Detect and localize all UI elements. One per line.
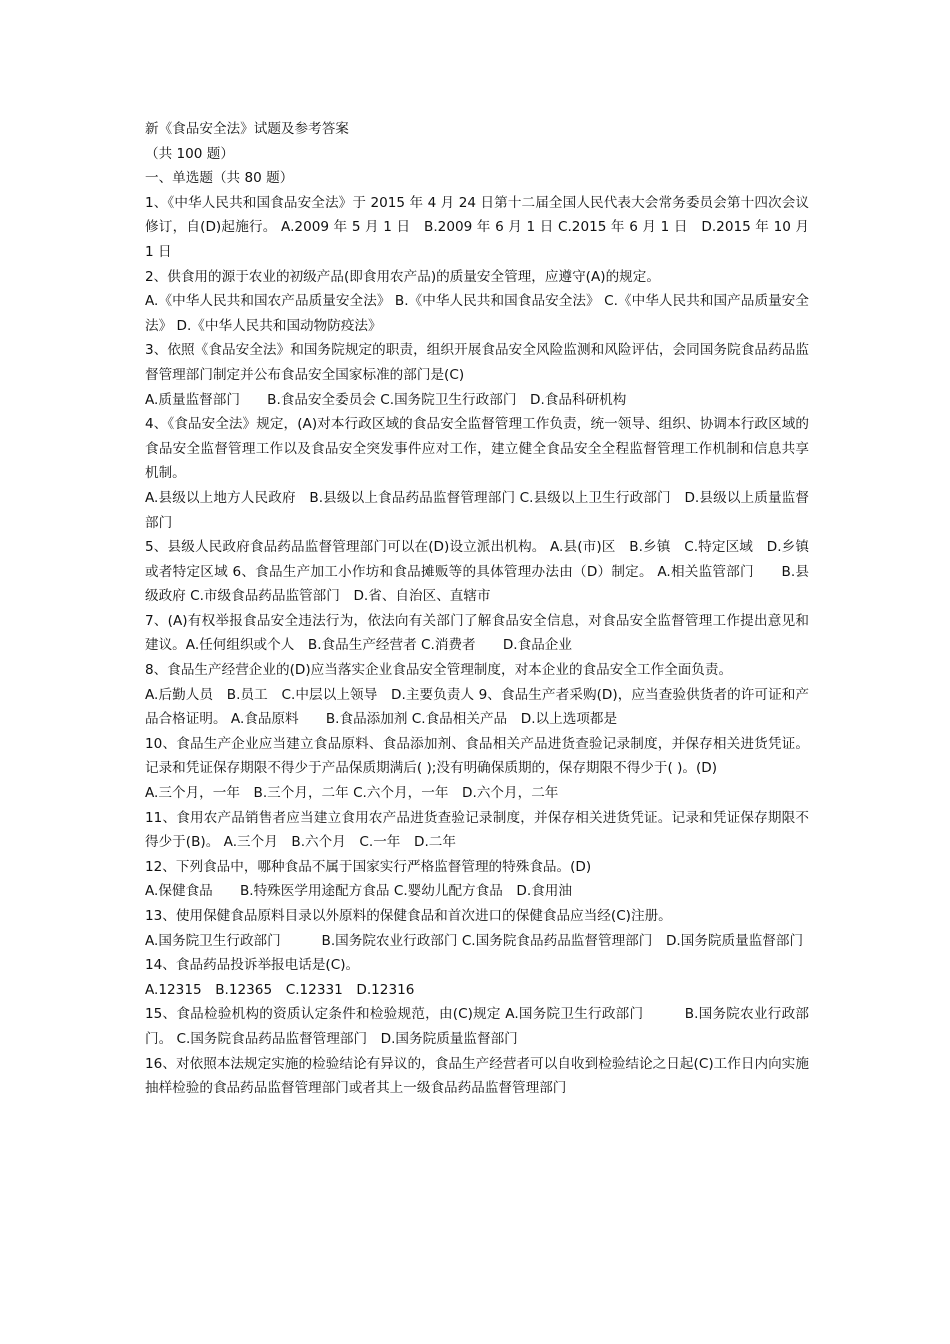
paragraph-q15: 15、食品检验机构的资质认定条件和检验规范，由(C)规定 A.国务院卫生行政部门 B.国务院农业行政部门。 C.国务院食品药品监督管理部门 D.国务院质量监督部门 <box>145 1006 809 1047</box>
paragraph-q14-options: A.12315 B.12365 C.12331 D.12316 <box>145 981 415 998</box>
section-heading: 一、单选题（共 80 题） <box>145 170 294 187</box>
paragraph-q12: 12、下列食品中，哪种食品不属于国家实行严格监督管理的特殊食品。(D) <box>145 858 592 875</box>
paragraph-q1: 1、《中华人民共和国食品安全法》于 2015 年 4 月 24 日第十二届全国人民代表大会常务委员会第十四次会议修订，自(D)起施行。 A.2009 年 5 月 1 日 B.2009 年 6 月 1 日 C.2015 年 6 月 1 日 D.2015 年 10 月 1 日 <box>145 194 809 260</box>
paragraph-q4: 4、《食品安全法》规定，(A)对本行政区域的食品安全监督管理工作负责，统一领导、组织、协调本行政区域的食品安全监督管理工作以及食品安全突发事件应对工作，建立健全食品安全全程监督管理工作机制和信息共享机制。 <box>145 416 809 482</box>
document-body <box>145 117 809 1101</box>
paragraph-q10: 10、食品生产企业应当建立食品原料、食品添加剂、食品相关产品进货查验记录制度，并保存相关进货凭证。 记录和凭证保存期限不得少于产品保质期满后( );没有明确保质期的，保存期限不得少于( )。(D) <box>145 735 809 777</box>
paragraph-q14: 14、食品药品投诉举报电话是(C)。 <box>145 957 360 974</box>
paragraph-q11: 11、食用农产品销售者应当建立食用农产品进货查验记录制度，并保存相关进货凭证。记录和凭证保存期限不得少于(B)。 A.三个月 B.六个月 C.一年 D.二年 <box>145 809 809 851</box>
paragraph-q2-options: A.《中华人民共和国农产品质量安全法》 B.《中华人民共和国食品安全法》 C.《中华人民共和国产品质量安全法》 D.《中华人民共和国动物防疫法》 <box>145 293 809 334</box>
paragraph-q12-options: A.保健食品 B.特殊医学用途配方食品 C.婴幼儿配方食品 D.食用油 <box>145 883 572 900</box>
paragraph-q13: 13、使用保健食品原料目录以外原料的保健食品和首次进口的保健食品应当经(C)注册。 <box>145 908 672 924</box>
paragraph-q13-options: A.国务院卫生行政部门 B.国务院农业行政部门 C.国务院食品药品监督管理部门 D.国务院质量监督部门 <box>145 932 804 949</box>
paragraph-q5-q6: 5、县级人民政府食品药品监督管理部门可以在(D)设立派出机构。 A.县(市)区 B.乡镇 C.特定区域 D.乡镇或者特定区域 6、食品生产加工小作坊和食品摊贩等的具体管理办法由（D）制定。 A.相关监管部门 B.县级政府 C.市级食品药品监管部门 D.省、自治区、直辖市 <box>145 539 809 605</box>
paragraph-q8: 8、食品生产经营企业的(D)应当落实企业食品安全管理制度，对本企业的食品安全工作全面负责。 <box>145 662 733 679</box>
paragraph-q2: 2、供食用的源于农业的初级产品(即食用农产品)的质量安全管理，应遵守(A)的规定。 <box>145 268 660 285</box>
paragraph-q16: 16、对依照本法规定实施的检验结论有异议的，食品生产经营者可以自收到检验结论之日起(C)工作日内向实施抽样检验的食品药品监督管理部门或者其上一级食品药品监督管理部门 <box>145 1055 809 1097</box>
document-subtitle: （共 100 题） <box>145 145 234 162</box>
paragraph-q4-options: A.县级以上地方人民政府 B.县级以上食品药品监督管理部门 C.县级以上卫生行政部门 D.县级以上质量监督部门 <box>145 489 809 531</box>
document-title: 新《食品安全法》试题及参考答案 <box>145 121 349 137</box>
paragraph-q3: 3、依照《食品安全法》和国务院规定的职责，组织开展食品安全风险监测和风险评估，会同国务院食品药品监督管理部门制定并公布食品安全国家标准的部门是(C) <box>145 342 809 383</box>
paragraph-q8-options-q9: A.后勤人员 B.员工 C.中层以上领导 D.主要负责人 9、食品生产者采购(D)，应当查验供货者的许可证和产品合格证明。 A.食品原料 B.食品添加剂 C.食品相关产品 D.以上选项都是 <box>145 686 809 728</box>
paragraph-q7: 7、(A)有权举报食品安全违法行为，依法向有关部门了解食品安全信息，对食品安全监督管理工作提出意见和建议。A.任何组织或个人 B.食品生产经营者 C.消费者 D.食品企业 <box>145 612 809 654</box>
paragraph-q10-options: A.三个月，一年 B.三个月，二年 C.六个月，一年 D.六个月，二年 <box>145 785 559 802</box>
paragraph-q3-options: A.质量监督部门 B.食品安全委员会 C.国务院卫生行政部门 D.食品科研机构 <box>145 391 627 408</box>
